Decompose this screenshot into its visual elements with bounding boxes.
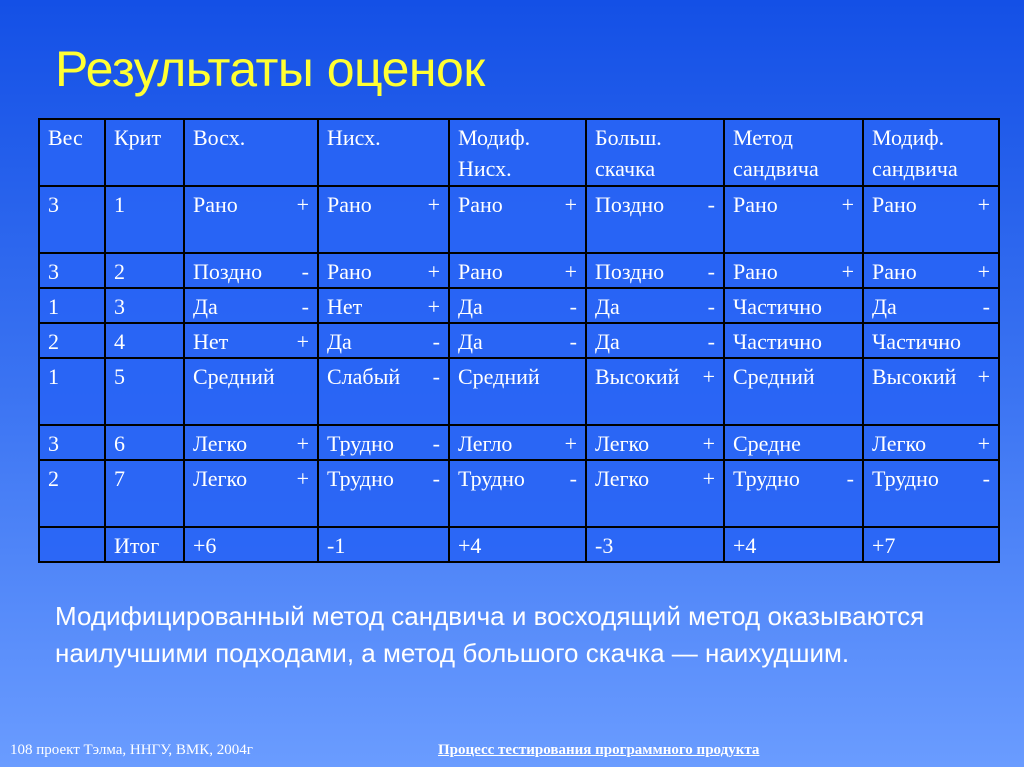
table-cell: Легко + [184,460,318,527]
table-row [39,358,999,425]
table-cell: Трудно - [724,460,863,527]
table-cell: Трудно - [318,425,449,460]
table-row [39,323,999,358]
table-cell: 5 [105,358,184,425]
table-cell: Трудно - [318,460,449,527]
table-cell: Да - [449,288,586,323]
table-cell: Рано + [449,186,586,253]
table-cell: 3 [39,425,105,460]
table-cell: 7 [105,460,184,527]
table-cell: Легко + [863,425,999,460]
table-cell: Средний [724,358,863,425]
table-cell: 1 [39,358,105,425]
table-cell: 4 [105,323,184,358]
table-cell: Да - [586,288,724,323]
table-cell: Высокий + [863,358,999,425]
summary-text: Модифицированный метод сандвича и восходящий метод оказываются наилучшими подходами, а метод большого скачка — наихудшим. [55,601,925,668]
table-cell: Высокий + [586,358,724,425]
table-cell: Частично [724,323,863,358]
table-cell: Средний [449,358,586,425]
table-cell: Рано + [318,186,449,253]
table-cell: Частично [724,288,863,323]
table-cell: Средний [184,358,318,425]
table-cell: 2 [105,253,184,288]
table-cell: Рано + [449,253,586,288]
header-cell: Крит [105,119,184,186]
table-cell: Нет + [318,288,449,323]
table-cell: -3 [586,527,724,562]
footer-link[interactable]: Процесс тестирования программного продукта [438,742,760,758]
table-cell: Легко + [184,425,318,460]
table-cell: Да - [184,288,318,323]
table-cell: Рано + [724,253,863,288]
table-cell: 3 [39,253,105,288]
table-cell: Слабый - [318,358,449,425]
table-cell: Легло + [449,425,586,460]
table-cell: Нет + [184,323,318,358]
table-cell: 2 [39,460,105,527]
table-cell: -1 [318,527,449,562]
table-cell: Рано + [724,186,863,253]
table-cell: +6 [184,527,318,562]
table-cell: 3 [39,186,105,253]
header-cell: Вес [39,119,105,186]
table-cell: Средне [724,425,863,460]
table-cell: Да - [318,323,449,358]
table-cell: +4 [449,527,586,562]
table-cell: 3 [105,288,184,323]
table-row [39,253,999,288]
table-cell: 1 [39,288,105,323]
table-cell: Да - [863,288,999,323]
table-cell: Рано + [863,186,999,253]
table-cell: 6 [105,425,184,460]
table-cell: Рано + [184,186,318,253]
header-cell: Метод сандвича [724,119,863,186]
table-cell: Частично [863,323,999,358]
table-cell: Да - [449,323,586,358]
header-cell: Нисх. [318,119,449,186]
table-cell: Трудно - [863,460,999,527]
table-cell [39,527,105,562]
table-cell: Да - [586,323,724,358]
footer-left: 108 проект Тэлма, ННГУ, ВМК, 2004г [10,742,253,758]
table-cell: Итог [105,527,184,562]
header-cell: Восх. [184,119,318,186]
table-cell: +7 [863,527,999,562]
slide-title: Результаты оценок [55,41,485,97]
table-cell: Поздно - [586,186,724,253]
header-cell: Больш. скачка [586,119,724,186]
table-header-row [39,119,999,186]
table-cell: Трудно - [449,460,586,527]
results-table [38,118,1000,563]
table-row [39,186,999,253]
table-row [39,460,999,527]
table-cell: 2 [39,323,105,358]
table-row [39,527,999,562]
table-row [39,425,999,460]
table-cell: Поздно - [184,253,318,288]
table-cell: Легко + [586,425,724,460]
table-cell: Рано + [863,253,999,288]
table-cell: 1 [105,186,184,253]
table-cell: Рано + [318,253,449,288]
table-cell: Поздно - [586,253,724,288]
header-cell: Модиф. сандвича [863,119,999,186]
table-cell: +4 [724,527,863,562]
table-row [39,288,999,323]
table-cell: Легко + [586,460,724,527]
header-cell: Модиф. Нисх. [449,119,586,186]
